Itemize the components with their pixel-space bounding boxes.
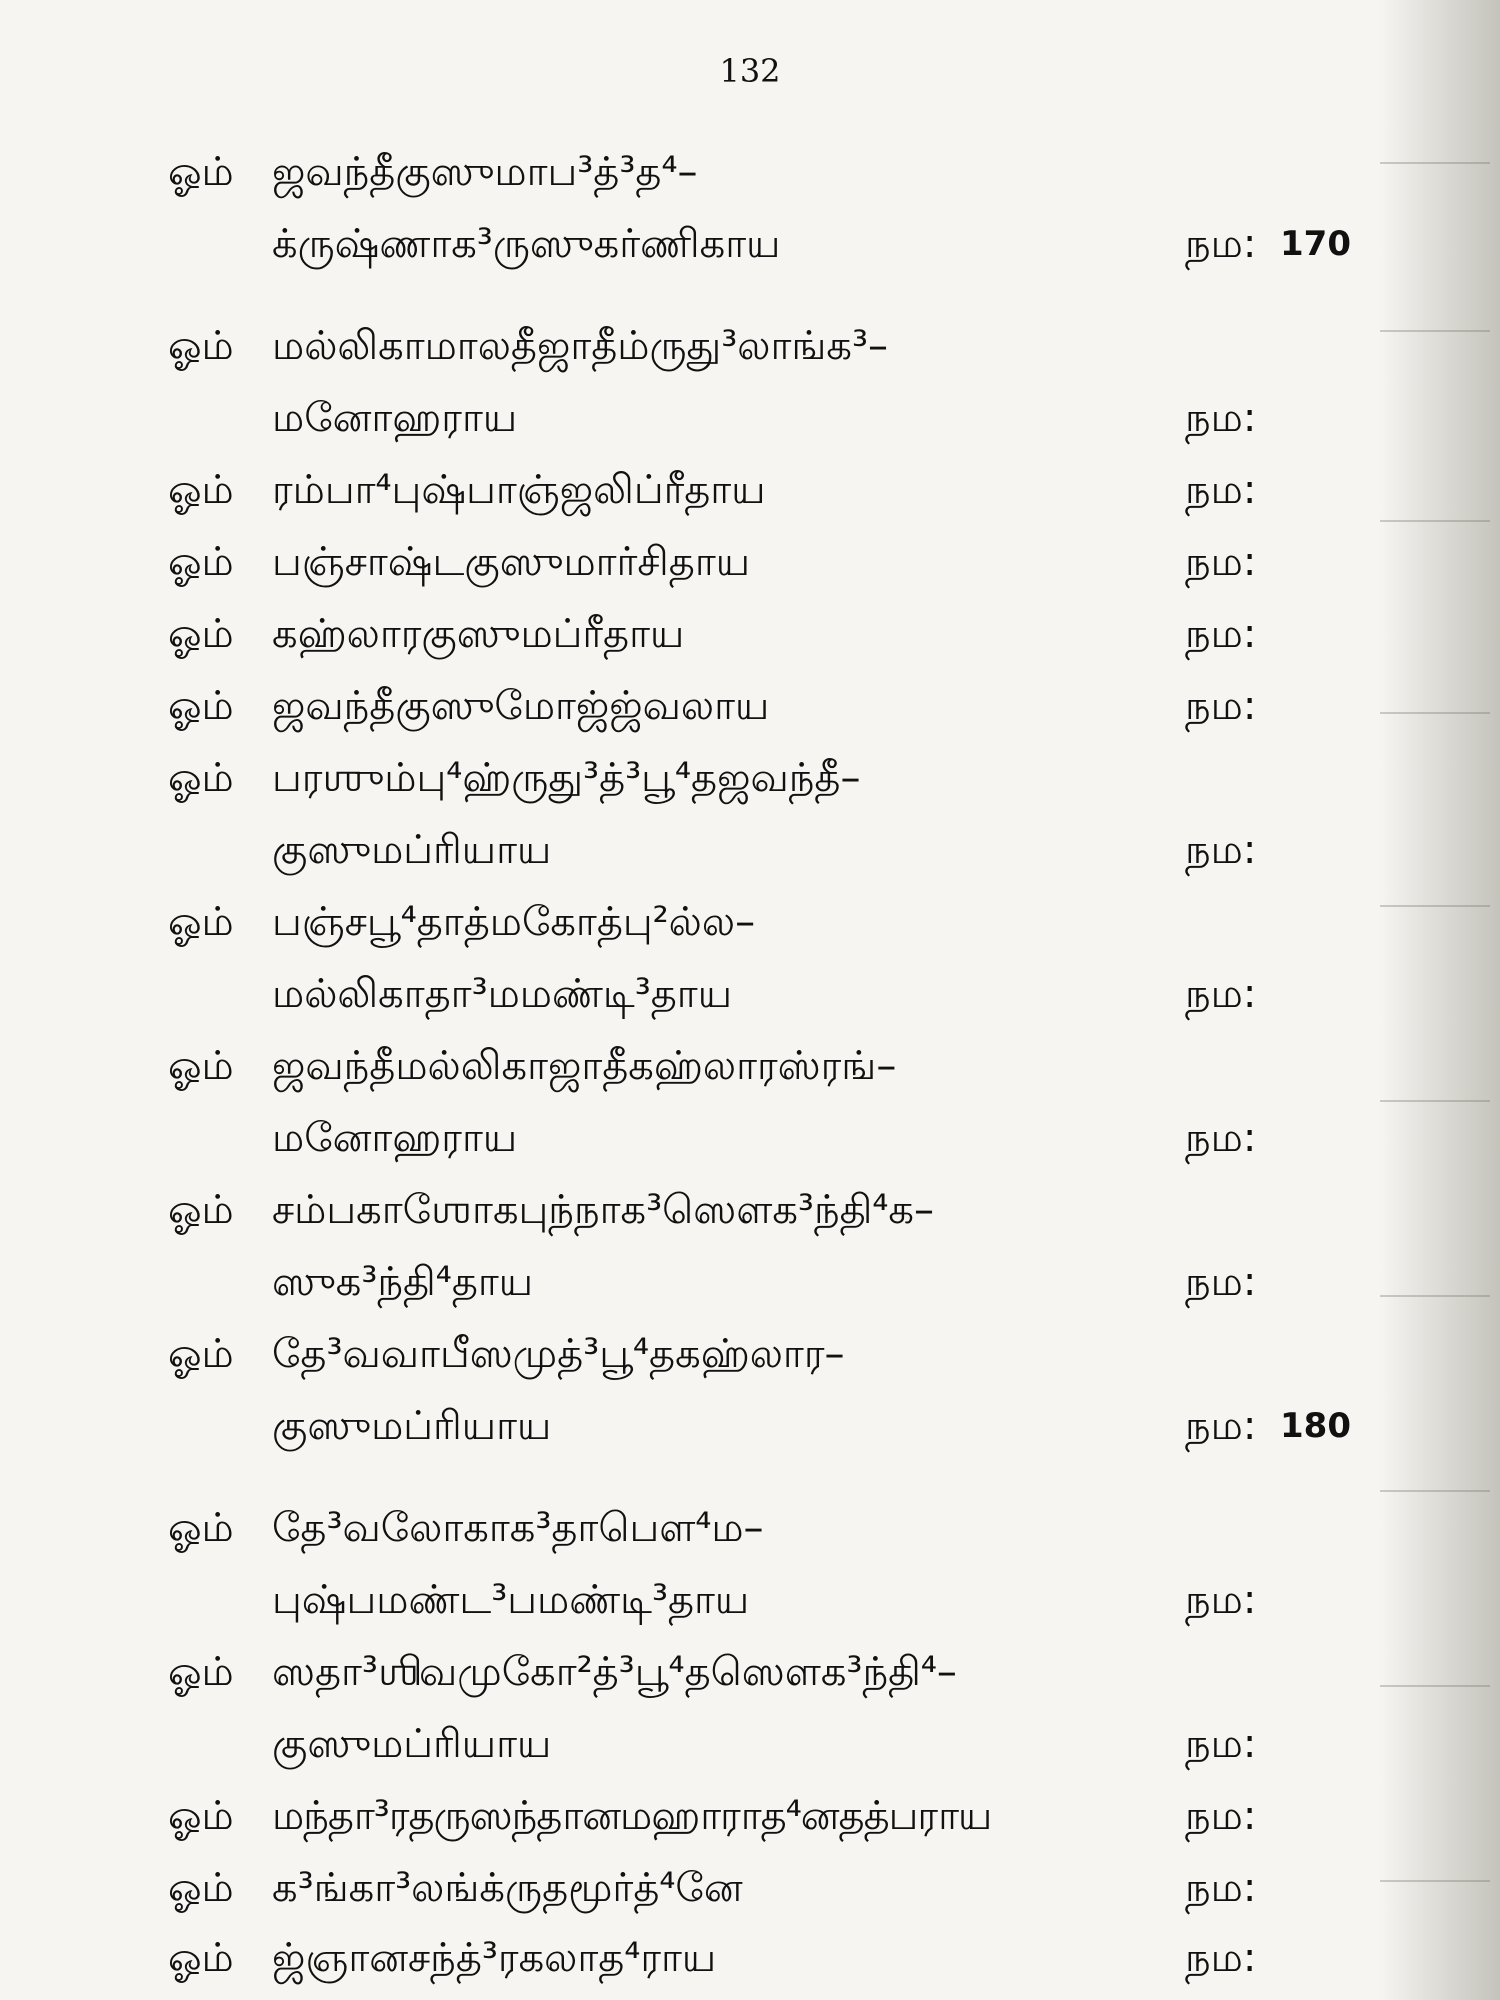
mantra-text: கஹ்லாரகுஸுமப்ரீதாய: [272, 611, 685, 657]
om-prefix: ஓம்: [168, 611, 234, 657]
om-prefix: ஓம்: [168, 1793, 234, 1839]
namah-suffix: நம:: [1185, 827, 1257, 873]
om-prefix: ஓம்: [168, 899, 234, 945]
mantra-line: [0, 814, 1500, 886]
mantra-line: [0, 886, 1500, 958]
namah-suffix: நம:: [1185, 1403, 1257, 1449]
mantra-text: குஸுமப்ரியாய: [272, 827, 552, 873]
mantra-line: [0, 1564, 1500, 1636]
mantra-line: [0, 1922, 1500, 1994]
mantra-text: க³ங்கா³லங்க்ருதமூர்த்⁴னே: [272, 1865, 743, 1911]
namah-suffix: நம:: [1185, 1935, 1257, 1981]
mantra-line: [0, 670, 1500, 742]
mantra-text: மனோஹராய: [272, 395, 518, 441]
mantra-text: ஜ்ஞானசந்த்³ரகலாத⁴ராய: [272, 1935, 717, 1981]
om-prefix: ஓம்: [168, 1187, 234, 1233]
namah-suffix: நம:: [1185, 1259, 1257, 1305]
mantra-text: மல்லிகாதா³மமண்டி³தாய: [272, 971, 732, 1017]
mantra-text: குஸுமப்ரியாய: [272, 1403, 552, 1449]
mantra-text: தே³வலோகாக³தாபௌ⁴ம–: [272, 1505, 764, 1551]
om-prefix: ஓம்: [168, 1331, 234, 1377]
om-prefix: ஓம்: [168, 539, 234, 585]
mantra-text: க்ருஷ்ணாக³ருஸுகர்ணிகாய: [272, 221, 781, 267]
namah-suffix: நம:: [1185, 395, 1257, 441]
mantra-line: [0, 1390, 1500, 1462]
om-prefix: ஓம்: [168, 1865, 234, 1911]
page-number: 132: [719, 52, 781, 90]
mantra-text: பஞ்சபூ⁴தாத்மகோத்பு²ல்ல–: [272, 899, 756, 945]
mantra-text: ஜவந்தீகுஸுமாப³த்³த⁴–: [272, 149, 698, 195]
om-prefix: ஓம்: [168, 1043, 234, 1089]
mantra-text: ஸுக³ந்தி⁴தாய: [272, 1259, 534, 1305]
mantra-text: பரஶும்பு⁴ஹ்ருது³த்³பூ⁴தஜவந்தீ–: [272, 755, 861, 801]
namah-suffix: நம:: [1185, 221, 1257, 267]
mantra-text: மல்லிகாமாலதீஜாதீம்ருது³லாங்க³–: [272, 323, 889, 369]
om-prefix: ஓம்: [168, 323, 234, 369]
mantra-line: [0, 1246, 1500, 1318]
mantra-text: ஜவந்தீமல்லிகாஜாதீகஹ்லாரஸ்ரங்–: [272, 1043, 897, 1089]
mantra-text: குஸுமப்ரியாய: [272, 1721, 552, 1767]
mantra-text: மனோஹராய: [272, 1115, 518, 1161]
mantra-line: [0, 310, 1500, 382]
mantra-line: [0, 598, 1500, 670]
om-prefix: ஓம்: [168, 1505, 234, 1551]
mantra-line: [0, 958, 1500, 1030]
mantra-line: [0, 454, 1500, 526]
namah-suffix: நம:: [1185, 539, 1257, 585]
namah-suffix: நம:: [1185, 1793, 1257, 1839]
namah-suffix: நம:: [1185, 611, 1257, 657]
mantra-line: [0, 208, 1500, 280]
mantra-text: ஜவந்தீகுஸுமோஜ்ஜ்வலாய: [272, 683, 770, 729]
namah-suffix: நம:: [1185, 683, 1257, 729]
mantra-line: [0, 1708, 1500, 1780]
mantra-text: புஷ்பமண்ட³பமண்டி³தாய: [272, 1577, 750, 1623]
om-prefix: ஓம்: [168, 1935, 234, 1981]
mantra-text: ரம்பா⁴புஷ்பாஞ்ஜலிப்ரீதாய: [272, 467, 766, 513]
om-prefix: ஓம்: [168, 755, 234, 801]
namah-suffix: நம:: [1185, 1115, 1257, 1161]
mantra-text: தே³வவாபீஸமுத்³பூ⁴தகஹ்லார–: [272, 1331, 845, 1377]
namah-suffix: நம:: [1185, 971, 1257, 1017]
mantra-line: [0, 382, 1500, 454]
mantra-line: [0, 1318, 1500, 1390]
om-prefix: ஓம்: [168, 1649, 234, 1695]
mantra-line: [0, 1852, 1500, 1924]
namah-suffix: நம:: [1185, 1865, 1257, 1911]
mantra-line: [0, 1174, 1500, 1246]
mantra-line: [0, 136, 1500, 208]
mantra-line: [0, 1780, 1500, 1852]
mantra-text: ஸதா³ஶிவமுகோ²த்³பூ⁴தஸௌக³ந்தி⁴–: [272, 1649, 957, 1695]
om-prefix: ஓம்: [168, 149, 234, 195]
namah-suffix: நம:: [1185, 1577, 1257, 1623]
mantra-line: [0, 1492, 1500, 1564]
mantra-text: மந்தா³ரதருஸந்தானமஹாராத⁴னதத்பராய: [272, 1793, 992, 1839]
namah-suffix: நம:: [1185, 1721, 1257, 1767]
mantra-line: [0, 1636, 1500, 1708]
mantra-line: [0, 742, 1500, 814]
om-prefix: ஓம்: [168, 683, 234, 729]
mantra-line: [0, 1102, 1500, 1174]
mantra-line: [0, 1030, 1500, 1102]
om-prefix: ஓம்: [168, 467, 234, 513]
mantra-text: சம்பகாஶோகபுந்நாக³ஸௌக³ந்தி⁴க–: [272, 1187, 935, 1233]
namah-suffix: நம:: [1185, 467, 1257, 513]
mantra-line: [0, 526, 1500, 598]
verse-number: 180: [1280, 1406, 1351, 1446]
verse-number: 170: [1280, 224, 1351, 264]
mantra-text: பஞ்சாஷ்டகுஸுமார்சிதாய: [272, 539, 751, 585]
